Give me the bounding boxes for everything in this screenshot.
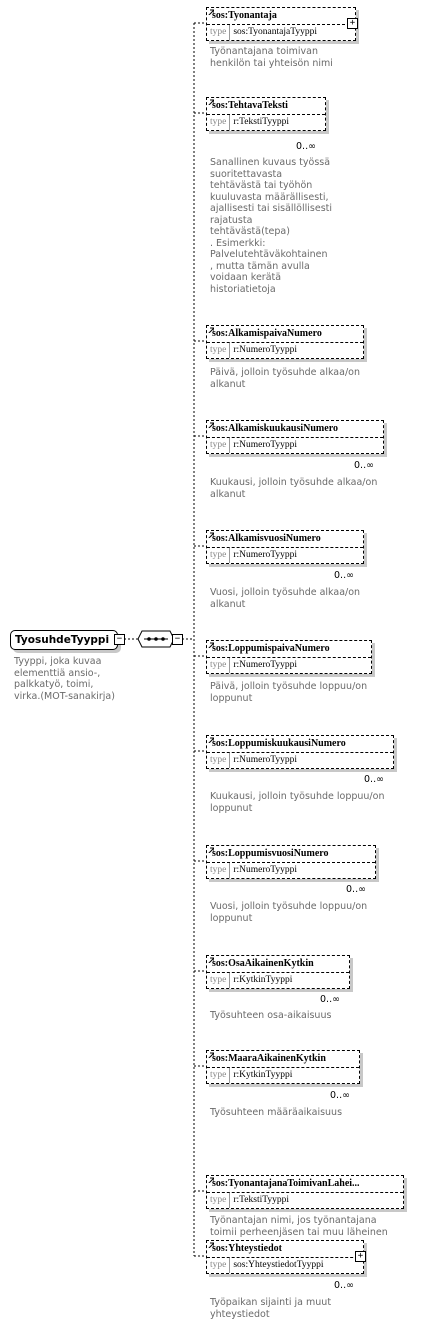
reference-arrow-icon <box>208 737 214 743</box>
element-type-row <box>207 115 325 130</box>
multiplicity-label: 0..∞ <box>330 1090 350 1101</box>
reference-arrow-icon <box>208 642 214 648</box>
root-collapse-icon[interactable]: − <box>114 634 125 645</box>
sequence-dot-3 <box>161 637 165 641</box>
element-description: Sanallinen kuvaus työssä suoritettavasta tehtävästä tai työhön kuuluvasta määrällisesti, ajallisesti tai sisällöllisesti rajatusta tehtävästä(tepa) . Esimerkki: Palvelutehtäväkohtainen , mutta tämän avulla voidaan kerätä historiatietoja <box>210 157 333 295</box>
element-description: Vuosi, jolloin työsuhde loppuu/on loppunut <box>210 901 368 924</box>
reference-arrow-icon <box>208 327 214 333</box>
element-description: Työnantajan nimi, jos työnantajana toimii perheenjäsen tai muu läheinen <box>210 1215 388 1238</box>
multiplicity-label: 0..∞ <box>334 570 354 581</box>
root-type-name: TyosuhdeTyyppi <box>15 634 110 646</box>
type-label: type <box>207 25 230 40</box>
sequence-compositor-icon[interactable] <box>136 628 176 650</box>
root-type-box[interactable] <box>10 630 118 650</box>
element-name: sos:TehtavaTeksti <box>212 100 288 111</box>
type-label: type <box>207 973 230 988</box>
element-description: Päivä, jolloin työsuhde alkaa/on alkanut <box>210 367 360 390</box>
reference-arrow-icon <box>208 422 214 428</box>
element-name: sos:LoppumisvuosiNumero <box>212 848 329 859</box>
type-value: r:NumeroTyyppi <box>233 755 298 765</box>
reference-arrow-icon <box>208 1177 214 1183</box>
reference-arrow-icon <box>208 532 214 538</box>
type-label: type <box>207 115 230 130</box>
element-description: Kuukausi, jolloin työsuhde loppuu/on loppunut <box>210 791 385 814</box>
element-description: Työnantajana toimivan henkilön tai yhteisön nimi <box>210 46 333 69</box>
type-label: type <box>207 1258 230 1273</box>
element-box[interactable] <box>206 735 394 769</box>
element-type-row <box>207 973 349 988</box>
element-name: sos:TyonantajanaToimivanLahei... <box>212 1178 360 1189</box>
type-label: type <box>207 658 230 673</box>
type-value: r:NumeroTyyppi <box>233 660 298 670</box>
multiplicity-label: 0..∞ <box>364 774 384 785</box>
element-name: sos:MaaraAikainenKytkin <box>212 1053 326 1064</box>
element-name: sos:AlkamispaivaNumero <box>212 328 322 339</box>
element-description: Kuukausi, jolloin työsuhde alkaa/on alkanut <box>210 477 378 500</box>
type-value: r:NumeroTyyppi <box>233 440 298 450</box>
element-name: sos:OsaAikainenKytkin <box>212 958 314 969</box>
element-type-row <box>207 753 393 768</box>
multiplicity-label: 0..∞ <box>296 141 316 152</box>
type-label: type <box>207 863 230 878</box>
reference-arrow-icon <box>208 99 214 105</box>
type-value: r:NumeroTyyppi <box>233 550 298 560</box>
type-value: r:KytkinTyyppi <box>233 1070 293 1080</box>
element-box[interactable] <box>206 640 372 674</box>
element-type-row <box>207 548 363 563</box>
type-label: type <box>207 343 230 358</box>
element-description: Työsuhteen osa-aikaisuus <box>210 1010 332 1021</box>
multiplicity-label: 0..∞ <box>346 884 366 895</box>
type-label: type <box>207 438 230 453</box>
element-type-row <box>207 863 375 878</box>
type-value: sos:TyonantajaTyyppi <box>233 27 317 37</box>
reference-arrow-icon <box>208 1052 214 1058</box>
element-type-row <box>207 25 355 40</box>
type-value: r:NumeroTyyppi <box>233 345 298 355</box>
multiplicity-label: 0..∞ <box>334 1280 354 1291</box>
element-box[interactable] <box>206 1175 404 1209</box>
element-name: sos:AlkamiskuukausiNumero <box>212 423 338 434</box>
element-name: sos:AlkamisvuosiNumero <box>212 533 321 544</box>
root-description: Tyyppi, joka kuvaa elementtiä ansio-, palkkatyö, toimi, virka.(MOT-sanakirja) <box>14 656 115 702</box>
element-type-row <box>207 1193 403 1208</box>
element-box[interactable] <box>206 1050 360 1084</box>
type-label: type <box>207 548 230 563</box>
element-box[interactable] <box>206 955 350 989</box>
sequence-dot-1 <box>147 637 151 641</box>
element-type-row <box>207 343 363 358</box>
element-type-row <box>207 1068 359 1083</box>
element-box[interactable] <box>206 530 364 564</box>
element-type-row <box>207 1258 363 1273</box>
element-description: Työsuhteen määräaikaisuus <box>210 1107 343 1118</box>
element-description: Vuosi, jolloin työsuhde alkaa/on alkanut <box>210 587 361 610</box>
element-description: Työpaikan sijainti ja muut yhteystiedot <box>210 1297 332 1320</box>
type-value: r:KytkinTyyppi <box>233 975 293 985</box>
multiplicity-label: 0..∞ <box>354 460 374 471</box>
reference-arrow-icon <box>208 957 214 963</box>
reference-arrow-icon <box>208 1242 214 1248</box>
element-type-row <box>207 438 383 453</box>
expand-icon[interactable]: + <box>347 18 358 29</box>
element-box[interactable] <box>206 7 356 41</box>
element-box[interactable] <box>206 845 376 879</box>
type-value: r:NumeroTyyppi <box>233 865 298 875</box>
element-box[interactable] <box>206 420 384 454</box>
element-box[interactable] <box>206 97 326 131</box>
reference-arrow-icon <box>208 847 214 853</box>
type-label: type <box>207 1193 230 1208</box>
element-name: sos:LoppumiskuukausiNumero <box>212 738 346 749</box>
type-value: r:TekstiTyyppi <box>233 117 290 127</box>
element-type-row <box>207 658 371 673</box>
type-label: type <box>207 1068 230 1083</box>
type-value: r:TekstiTyyppi <box>233 1195 290 1205</box>
element-name: sos:LoppumispaivaNumero <box>212 643 330 654</box>
element-name: sos:Tyonantaja <box>212 10 277 21</box>
element-description: Päivä, jolloin työsuhde loppuu/on loppunut <box>210 681 368 704</box>
element-box[interactable] <box>206 1240 364 1274</box>
type-label: type <box>207 753 230 768</box>
sequence-dot-2 <box>154 637 158 641</box>
type-value: sos:YhteystiedotTyyppi <box>233 1260 324 1270</box>
reference-arrow-icon <box>208 9 214 15</box>
element-name: sos:Yhteystiedot <box>212 1243 282 1254</box>
expand-icon[interactable]: + <box>355 1251 366 1262</box>
sequence-collapse-icon[interactable]: − <box>172 634 183 645</box>
multiplicity-label: 0..∞ <box>320 994 340 1005</box>
element-box[interactable] <box>206 325 364 359</box>
